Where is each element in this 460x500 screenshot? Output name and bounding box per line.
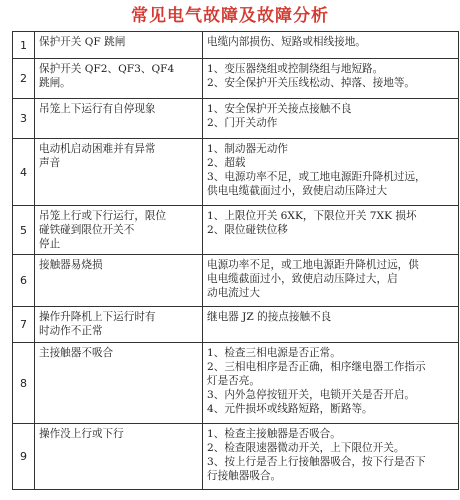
- row-number: 1: [13, 32, 35, 59]
- fault-cause: 1、安全保护开关接点接触不良 2、门开关动作: [203, 99, 459, 139]
- row-number: 3: [13, 99, 35, 139]
- row-number: 6: [13, 255, 35, 307]
- fault-table: [12, 31, 459, 490]
- table-row: [13, 59, 459, 99]
- row-number: 2: [13, 59, 35, 99]
- fault-description: 操作升降机上下运行时有 时动作不正常: [35, 307, 203, 343]
- table-row: [13, 307, 459, 343]
- table-row: [13, 206, 459, 255]
- fault-cause: 电源功率不足，或工地电源距升降机过远，供 电电缆截面过小，致使启动压降过大，启 动电流过大: [203, 255, 459, 307]
- fault-description: 吊笼上行或下行运行，限位 碰铁碰到限位开关不 停止: [35, 206, 203, 255]
- fault-description: 操作没上行或下行: [35, 424, 203, 490]
- row-number: 4: [13, 139, 35, 206]
- table-row: [13, 139, 459, 206]
- row-number: 8: [13, 343, 35, 424]
- table-row: [13, 99, 459, 139]
- fault-cause: 1、上限位开关 6XK，下限位开关 7XK 损坏 2、限位碰铁位移: [203, 206, 459, 255]
- table-row: [13, 255, 459, 307]
- fault-description: 保护开关 QF 跳闸: [35, 32, 203, 59]
- fault-cause: 继电器 JZ 的接点接触不良: [203, 307, 459, 343]
- page-title: 常见电气故障及故障分析: [131, 6, 329, 26]
- fault-description: 接触器易烧损: [35, 255, 203, 307]
- fault-cause: 电缆内部损伤、短路或相线接地。: [203, 32, 459, 59]
- fault-cause: 1、检查主接触器是否吸合。 2、检查限速器微动开关，上下限位开关。 3、按上行是否上行接触器吸合，按下行是否下 行接触器吸合。: [203, 424, 459, 490]
- table-row: [13, 32, 459, 59]
- fault-description: 保护开关 QF2、QF3、QF4 跳闸。: [35, 59, 203, 99]
- table-row: [13, 424, 459, 490]
- row-number: 7: [13, 307, 35, 343]
- fault-cause: 1、变压器绕组或控制绕组与地短路。 2、安全保护开关压线松动、掉落、接地等。: [203, 59, 459, 99]
- fault-cause: 1、检查三相电源是否正常。 2、三相电相序是否正确，相序继电器工作指示 灯是否亮。 3、内外急停按钮开关，电锁开关是否开启。 4、元件损坏或线路短路，断路等。: [203, 343, 459, 424]
- fault-description: 主接触器不吸合: [35, 343, 203, 424]
- row-number: 9: [13, 424, 35, 490]
- fault-description: 电动机启动困难并有异常 声音: [35, 139, 203, 206]
- table-row: [13, 343, 459, 424]
- row-number: 5: [13, 206, 35, 255]
- fault-description: 吊笼上下运行有自停现象: [35, 99, 203, 139]
- fault-cause: 1、制动器无动作 2、超载 3、电源功率不足，或工地电源距升降机过远， 供电电缆截面过小，致使启动压降过大: [203, 139, 459, 206]
